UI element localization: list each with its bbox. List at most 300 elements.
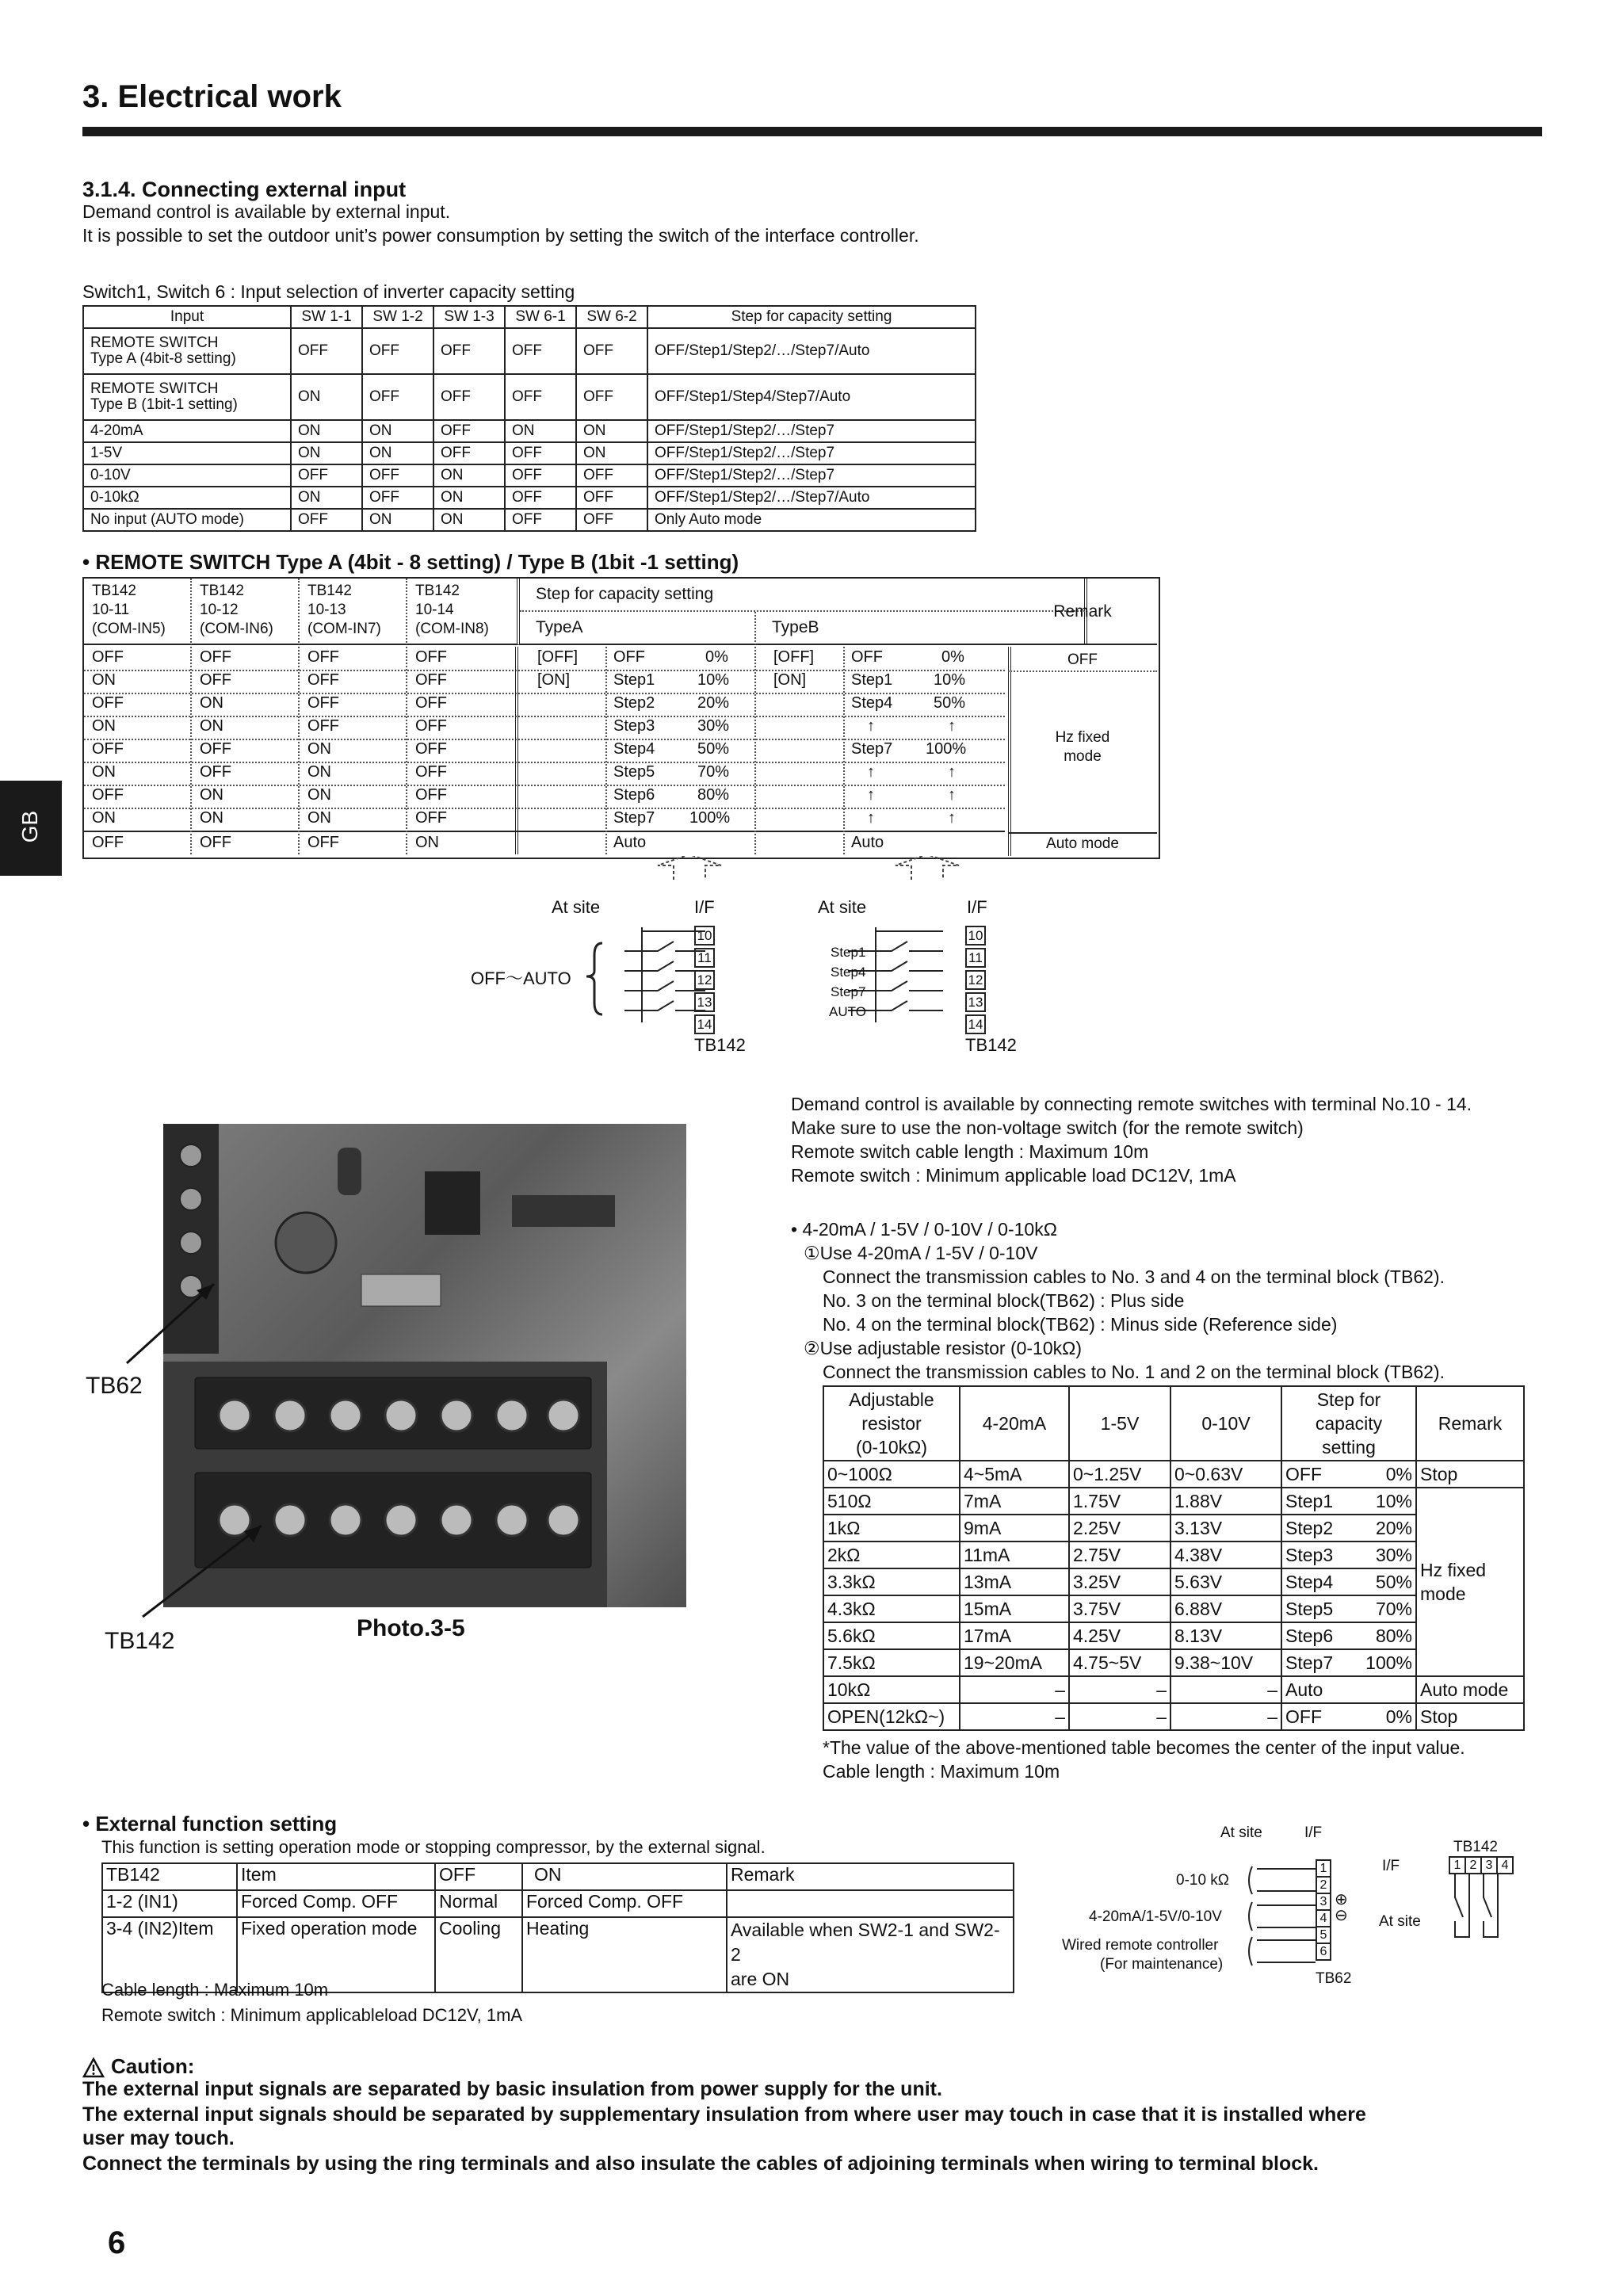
rs-colhead-1 (84, 579, 192, 645)
arrow-up-right (896, 856, 959, 880)
step-pct: 50% (1375, 1571, 1412, 1592)
cell: 7mA (960, 1488, 1069, 1515)
analog-note2: Cable length : Maximum 10m (823, 1761, 1060, 1782)
terminal: 3 (1482, 1856, 1498, 1874)
wiring-tb142-left: TB142 (694, 1035, 746, 1055)
cell: 50% (934, 694, 966, 712)
step-name: OFF (1285, 1706, 1322, 1727)
cell (727, 1890, 1014, 1917)
cell: OFF (200, 671, 231, 689)
photo-caption: Photo.3-5 (357, 1615, 465, 1641)
header-rule (82, 127, 1542, 136)
terminal: 4 (1316, 1911, 1331, 1927)
cell: 80% (697, 786, 730, 804)
rs-colhead-line: 10-12 (200, 602, 239, 618)
cell: OFF (362, 464, 433, 487)
table-row (823, 1703, 1524, 1730)
rs-divider (406, 647, 407, 854)
cell: OFF (505, 464, 576, 487)
cell: OFF (92, 648, 124, 666)
rs-remark-auto: Auto mode (1008, 832, 1157, 856)
terminal: 12 (694, 970, 715, 990)
minus-icon: ⊖ (1335, 1907, 1348, 1924)
cell: OFF (415, 809, 447, 827)
step-name: Step6 (1285, 1625, 1334, 1646)
cell: 0% (705, 648, 728, 666)
cell: OFF (851, 648, 883, 666)
cell: 0-10V (83, 464, 291, 487)
cell: – (1170, 1703, 1281, 1730)
hdr-line: Adjustable (849, 1389, 934, 1410)
cell: 6.88V (1170, 1595, 1281, 1622)
cell: Cooling (435, 1917, 522, 1992)
step-pct: 30% (1375, 1544, 1412, 1565)
tb142-switches (1447, 1874, 1526, 1945)
cell: ↑ (948, 763, 956, 781)
wiring-off-auto: OFF〜AUTO (471, 968, 571, 988)
external-remote: Remote switch : Minimum applicableload DC12V, 1mA (101, 2005, 523, 2025)
cell: [OFF] (537, 648, 579, 666)
hdr-line: Step for (1316, 1389, 1381, 1410)
cell: 0-10kΩ (83, 487, 291, 509)
rs-divider (190, 647, 192, 854)
cell: 2.25V (1069, 1515, 1170, 1541)
photo-arrows (111, 1252, 349, 1633)
hdr-input: Input (83, 306, 291, 328)
cell: 3-4 (IN2)Item (102, 1917, 237, 1992)
table-row (102, 1863, 1014, 1890)
cell: [ON] (537, 671, 571, 689)
left-switch-block (624, 927, 705, 1022)
cell: 3.75V (1069, 1595, 1170, 1622)
cell (1281, 1568, 1416, 1595)
table-row (83, 420, 976, 442)
cell: 4-20mA (83, 420, 291, 442)
cell: OPEN(12kΩ~) (823, 1703, 960, 1730)
cell: OFF (92, 740, 124, 758)
rs-colhead-line: 10-13 (307, 602, 346, 618)
input-line1: REMOTE SWITCH (90, 334, 219, 351)
input-line2: Type B (1bit-1 setting) (90, 396, 238, 413)
hdr-step: Step for capacity setting (647, 306, 976, 328)
cell: OFF (92, 786, 124, 804)
cell: ON (200, 717, 223, 735)
cell: 10% (934, 671, 966, 689)
terminal: 10 (965, 926, 986, 946)
table-row (83, 374, 976, 420)
rs-colhead-2 (192, 579, 300, 645)
external-table (101, 1862, 1014, 1993)
step-pct: 10% (1375, 1490, 1412, 1511)
external-cable: Cable length : Maximum 10m (101, 1980, 329, 2000)
cell: Step5 (613, 763, 655, 781)
rs-colhead-line: (COM-IN6) (200, 621, 273, 637)
cell: OFF (307, 834, 339, 851)
cell: Normal (435, 1890, 522, 1917)
hdr-ma: 4-20mA (960, 1386, 1069, 1461)
cell: OFF/Step1/Step2/…/Step7/Auto (647, 487, 976, 509)
table-row (83, 328, 976, 374)
demand-line1: Demand control is available by connecting remote switches with terminal No.10 - 14. (791, 1094, 1472, 1114)
hdr-step (1281, 1386, 1416, 1461)
photo-label-tb62: TB62 (86, 1373, 143, 1399)
cell: OFF (307, 671, 339, 689)
hdr-sw13: SW 1-3 (433, 306, 505, 328)
cell: Step4 (851, 694, 893, 712)
terminal: 14 (694, 1014, 715, 1034)
cell: OFF (415, 671, 447, 689)
rs-remark-off: OFF (1008, 650, 1157, 672)
wiring-at-site-left: At site (552, 897, 601, 917)
cell: OFF (362, 374, 433, 420)
step-name: Auto (1285, 1679, 1323, 1700)
cell: 4.25V (1069, 1622, 1170, 1649)
use1-line1: Connect the transmission cables to No. 3 and 4 on the terminal block (TB62). (823, 1266, 1445, 1287)
cell: OFF (576, 487, 647, 509)
tb142-if: I/F (1382, 1858, 1400, 1874)
input-line1: REMOTE SWITCH (90, 380, 219, 397)
caution-line1: The external input signals are separated by basic insulation from power supply for the unit. (82, 2078, 942, 2100)
tb62-label-4: (For maintenance) (1100, 1956, 1224, 1973)
cell: OFF (291, 509, 362, 531)
terminal: 1 (1449, 1856, 1466, 1874)
remark-line: Available when SW2-1 and SW2-2 (731, 1920, 1000, 1965)
hdr-line: resistor (861, 1413, 922, 1434)
terminal: 11 (694, 948, 715, 968)
table-row (84, 762, 1005, 786)
tb142-name: TB142 (1453, 1839, 1498, 1855)
rs-typeA-head: TypeA (520, 612, 756, 645)
caution-line4: Connect the terminals by using the ring terminals and also insulate the cables of adjoining terminals when wiring to terminal block. (82, 2153, 1319, 2175)
cell (1281, 1515, 1416, 1541)
cell: Step1 (613, 671, 655, 689)
cell: ↑ (867, 763, 875, 781)
cell: OFF (362, 487, 433, 509)
cell: 5.63V (1170, 1568, 1281, 1595)
caution-line2: The external input signals should be separated by supplementary insulation from where user may touch in case that it is installed where (82, 2103, 1366, 2126)
cell: Fixed operation mode (237, 1917, 435, 1992)
cell: 10kΩ (823, 1676, 960, 1703)
cell: 11mA (960, 1541, 1069, 1568)
cell: ON (576, 420, 647, 442)
analog-header (823, 1386, 1524, 1461)
terminal: 11 (965, 948, 986, 968)
table-row (84, 693, 1005, 717)
page-number: 6 (108, 2225, 126, 2260)
terminal: 2 (1316, 1878, 1331, 1894)
cell: ON (291, 374, 362, 420)
step-label: Step7 (831, 984, 866, 999)
cell: – (1170, 1676, 1281, 1703)
cell: OFF (433, 442, 505, 464)
cell: 0~1.25V (1069, 1461, 1170, 1488)
table-row (83, 464, 976, 487)
remark-hz (1416, 1488, 1524, 1676)
use2-line1: Connect the transmission cables to No. 1 and 2 on the terminal block (TB62). (823, 1362, 1445, 1382)
demand-line2: Make sure to use the non-voltage switch (for the remote switch) (791, 1117, 1304, 1138)
cell: Step7 (613, 809, 655, 827)
step-pct: 100% (1365, 1652, 1412, 1673)
cell: 2kΩ (823, 1541, 960, 1568)
cell: OFF (505, 328, 576, 374)
cell: ↑ (867, 786, 875, 804)
cell: 0~0.63V (1170, 1461, 1281, 1488)
remark-stop: Stop (1416, 1703, 1524, 1730)
rs-colhead-line: TB142 (200, 583, 244, 599)
arrow-up-left (658, 856, 721, 880)
cell: ON (291, 420, 362, 442)
table-row (84, 831, 1005, 855)
input-line2: Type A (4bit-8 setting) (90, 350, 236, 367)
cell: ON (505, 420, 576, 442)
table-row (84, 647, 1005, 671)
cell: 3.25V (1069, 1568, 1170, 1595)
hdr-res (823, 1386, 960, 1461)
step-pct: 0% (1385, 1706, 1412, 1727)
table-row (823, 1676, 1524, 1703)
hdr-line: setting (1322, 1437, 1376, 1457)
rs-divider (754, 647, 756, 854)
cell: OFF (505, 374, 576, 420)
cell: Step2 (613, 694, 655, 712)
tb62-terminal-block (1316, 1859, 1331, 1961)
tb62-name: TB62 (1316, 1970, 1352, 1987)
rs-colhead-line: 10-14 (415, 602, 454, 618)
cell: 15mA (960, 1595, 1069, 1622)
table-row (823, 1461, 1524, 1488)
hdr-sw62: SW 6-2 (576, 306, 647, 328)
cell: ON (92, 763, 116, 781)
cell: OFF (307, 694, 339, 712)
hdr: Item (237, 1863, 435, 1890)
cell: 4~5mA (960, 1461, 1069, 1488)
hdr-sw11: SW 1-1 (291, 306, 362, 328)
terminal-block-left (694, 926, 715, 1034)
cell: 0% (941, 648, 964, 666)
hdr-sw61: SW 6-1 (505, 306, 576, 328)
cell: Auto (851, 834, 884, 851)
cell: 510Ω (823, 1488, 960, 1515)
analog-note1: *The value of the above-mentioned table becomes the center of the input value. (823, 1737, 1465, 1758)
cell: OFF (415, 648, 447, 666)
side-tab (0, 781, 62, 876)
hdr-010v: 0-10V (1170, 1386, 1281, 1461)
cell: OFF (576, 509, 647, 531)
cell: OFF (505, 442, 576, 464)
tb62-label-1: 0-10 kΩ (1176, 1872, 1230, 1889)
cell: OFF (576, 328, 647, 374)
cell: OFF (362, 328, 433, 374)
rs-colhead-line: (COM-IN5) (92, 621, 166, 637)
cell: 30% (697, 717, 730, 735)
cell (1281, 1488, 1416, 1515)
demand-line4: Remote switch : Minimum applicable load DC12V, 1mA (791, 1165, 1236, 1186)
remote-switch-heading: • REMOTE SWITCH Type A (4bit - 8 setting) / Type B (1bit -1 setting) (82, 550, 739, 574)
cell: OFF/Step1/Step2/…/Step7/Auto (647, 328, 976, 374)
cell: Step6 (613, 786, 655, 804)
remark-stop: Stop (1416, 1461, 1524, 1488)
step-name: OFF (1285, 1463, 1322, 1484)
tb142-terminal-block (1449, 1856, 1514, 1874)
step-name: Step1 (1285, 1490, 1334, 1511)
cell: OFF (415, 694, 447, 712)
cell: 100% (689, 809, 731, 827)
rs-divider (298, 647, 300, 854)
rs-colhead-line: (COM-IN8) (415, 621, 489, 637)
table-row (83, 509, 976, 531)
table-row (83, 442, 976, 464)
rs-typeB-head: TypeB (756, 612, 1087, 645)
cell: Step4 (613, 740, 655, 758)
cell: 2.75V (1069, 1541, 1170, 1568)
step-name: Step2 (1285, 1517, 1334, 1538)
cell: OFF (433, 420, 505, 442)
hdr-15v: 1-5V (1069, 1386, 1170, 1461)
use1-line2: No. 3 on the terminal block(TB62) : Plus side (823, 1290, 1185, 1311)
step-name: Step7 (1285, 1652, 1334, 1673)
rs-colhead-line: TB142 (415, 583, 460, 599)
cell (1281, 1595, 1416, 1622)
hdr: TB142 (102, 1863, 237, 1890)
cell (727, 1917, 1014, 1992)
cell: ↑ (867, 809, 875, 827)
terminal: 1 (1316, 1859, 1331, 1878)
cell: OFF/Step1/Step2/…/Step7 (647, 464, 976, 487)
hdr: Remark (727, 1863, 1014, 1890)
terminal-block-right (965, 926, 986, 1034)
cell: OFF (433, 374, 505, 420)
rs-divider (605, 647, 607, 854)
remark-line: are ON (731, 1969, 790, 1989)
cell: OFF/Step1/Step4/Step7/Auto (647, 374, 976, 420)
cell: Auto (613, 834, 647, 851)
cell: Step3 (613, 717, 655, 735)
cell: 1.88V (1170, 1488, 1281, 1515)
cell: Step7 (851, 740, 893, 758)
cell: OFF (415, 717, 447, 735)
table-row (823, 1488, 1524, 1515)
section-line2: It is possible to set the outdoor unit’s power consumption by setting the switch of the interface controller. (82, 225, 919, 246)
remark-auto: Auto mode (1416, 1676, 1524, 1703)
cell: ON (291, 442, 362, 464)
page-title: 3. Electrical work (82, 79, 342, 114)
cell: OFF (415, 786, 447, 804)
hdr-remark: Remark (1416, 1386, 1524, 1461)
cell: 3.3kΩ (823, 1568, 960, 1595)
cell: OFF (291, 464, 362, 487)
cell: 4.38V (1170, 1541, 1281, 1568)
use2: ②Use adjustable resistor (0-10kΩ) (804, 1338, 1082, 1358)
cell: 4.3kΩ (823, 1595, 960, 1622)
switch-table-caption: Switch1, Switch 6 : Input selection of inverter capacity setting (82, 281, 575, 302)
step-pct: 20% (1375, 1517, 1412, 1538)
step-label: Step1 (831, 945, 866, 960)
cell: 5.6kΩ (823, 1622, 960, 1649)
table-row (102, 1890, 1014, 1917)
rs-divider (843, 647, 845, 854)
remark-line: Hz fixed (1420, 1560, 1487, 1580)
tb62-label-2: 4-20mA/1-5V/0-10V (1089, 1908, 1222, 1925)
table-row (84, 716, 1005, 740)
cell: ↑ (867, 717, 875, 735)
cell: OFF (505, 509, 576, 531)
tb62-label-3: Wired remote controller (1062, 1937, 1219, 1954)
use1: ①Use 4-20mA / 1-5V / 0-10V (804, 1243, 1038, 1263)
cell (1281, 1649, 1416, 1676)
cell: 100% (926, 740, 967, 758)
cell: OFF (200, 648, 231, 666)
step-pct: 80% (1375, 1625, 1412, 1646)
cell: ON (200, 809, 223, 827)
cell: 9.38~10V (1170, 1649, 1281, 1676)
brace (586, 943, 602, 1014)
cell: 1kΩ (823, 1515, 960, 1541)
cell: OFF/Step1/Step2/…/Step7 (647, 420, 976, 442)
cell: Only Auto mode (647, 509, 976, 531)
wiring-tb142-right: TB142 (965, 1035, 1017, 1055)
cell: 4.75~5V (1069, 1649, 1170, 1676)
terminal: 12 (965, 970, 986, 990)
remark-line: mode (1420, 1584, 1466, 1604)
external-desc: This function is setting operation mode or stopping compressor, by the external signal. (101, 1837, 766, 1857)
rs-divider (515, 647, 521, 854)
step-name: Step4 (1285, 1571, 1334, 1592)
cell: 7.5kΩ (823, 1649, 960, 1676)
cell: ↑ (948, 717, 956, 735)
cell: OFF (433, 328, 505, 374)
rs-colhead-line: TB142 (307, 583, 352, 599)
rs-remark-head: Remark (1008, 579, 1157, 645)
hdr-line: capacity (1315, 1413, 1383, 1434)
rs-remark-hz1: Hz fixed (1055, 729, 1110, 746)
cell: 3.13V (1170, 1515, 1281, 1541)
wiring-if-right: I/F (967, 897, 987, 917)
tb142-at-site: At site (1379, 1913, 1421, 1930)
cell: 0~100Ω (823, 1461, 960, 1488)
cell: ON (415, 834, 439, 851)
cell: OFF (200, 763, 231, 781)
cell: OFF (576, 464, 647, 487)
cell: 1-5V (83, 442, 291, 464)
photo-label-tb142: TB142 (105, 1628, 175, 1654)
cell: No input (AUTO mode) (83, 509, 291, 531)
external-heading: • External function setting (82, 1812, 338, 1836)
step-pct: 0% (1385, 1463, 1412, 1484)
cell: – (1069, 1703, 1170, 1730)
step-name: Step5 (1285, 1598, 1334, 1619)
cell (1281, 1622, 1416, 1649)
hdr-line: (0-10kΩ) (855, 1437, 928, 1457)
cell: ON (92, 671, 116, 689)
switch-table (82, 305, 976, 532)
side-tab-label: GB (17, 810, 42, 843)
cell: OFF (200, 740, 231, 758)
cell: 50% (697, 740, 730, 758)
cell: 20% (697, 694, 730, 712)
tb62-at-site: At site (1220, 1824, 1262, 1841)
tb62-if: I/F (1304, 1824, 1323, 1841)
cell: OFF (613, 648, 645, 666)
cell: OFF (307, 717, 339, 735)
cell: OFF (307, 648, 339, 666)
cell: Forced Comp. OFF (237, 1890, 435, 1917)
cell: OFF (92, 834, 124, 851)
rs-colhead-line: TB142 (92, 583, 136, 599)
terminal: 6 (1316, 1944, 1331, 1961)
terminal: 13 (694, 992, 715, 1012)
step-name: Step3 (1285, 1544, 1334, 1565)
input-cell (83, 374, 291, 420)
